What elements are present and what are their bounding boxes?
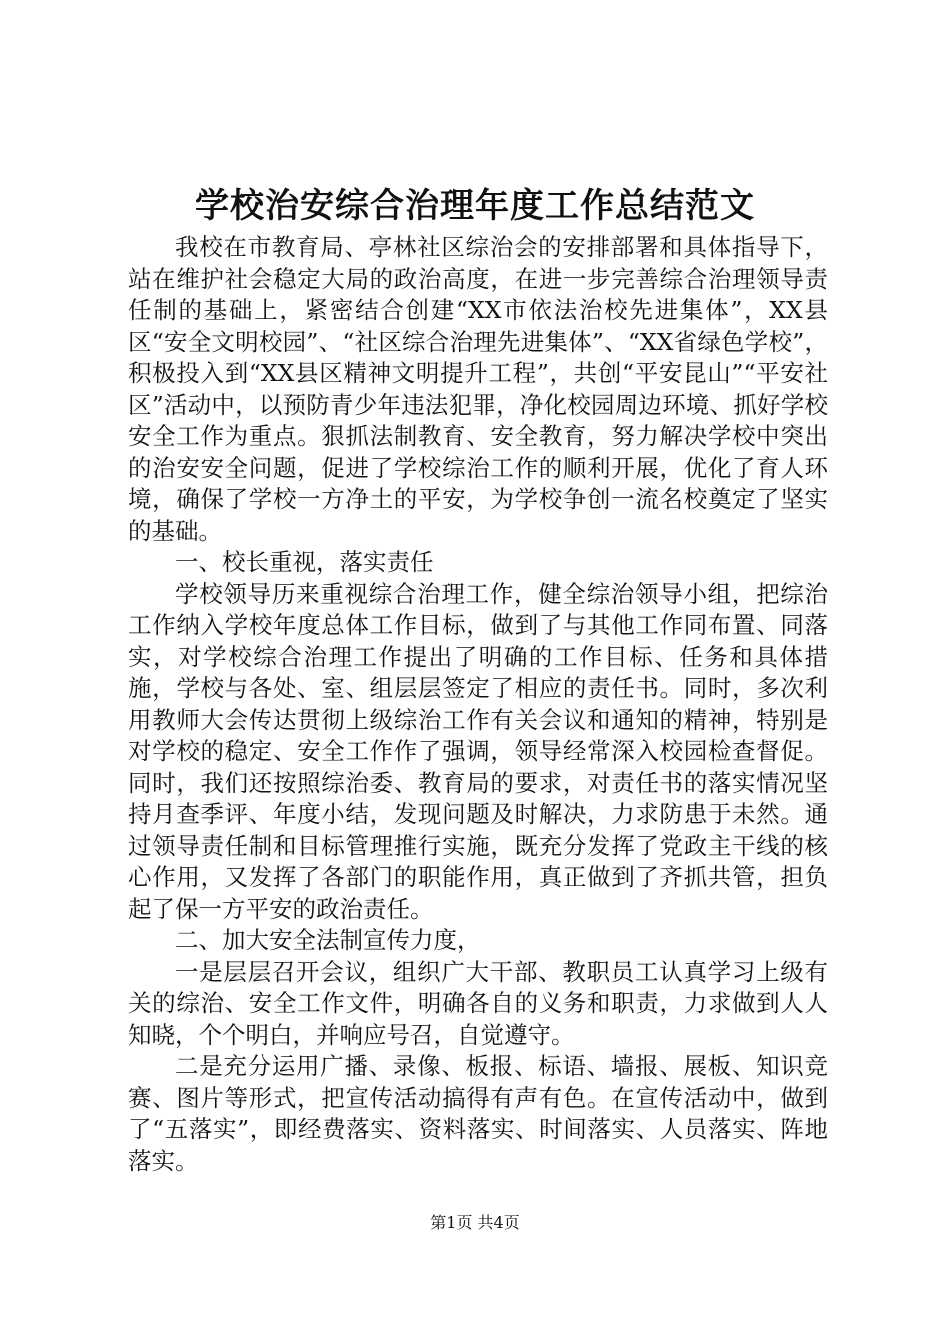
page-number-footer: 第1页 共4页	[430, 1213, 520, 1232]
document-body	[128, 232, 828, 1177]
document-title: 学校治安综合治理年度工作总结范文	[195, 186, 755, 226]
section-2-paragraph-1: 一是层层召开会议，组织广大干部、教职员工认真学习上级有关的综治、安全工作文件，明确各自的义务和职责，力求做到人人知晓，个个明白，并响应号召，自觉遵守。	[128, 957, 828, 1049]
section-heading-2: 二、加大安全法制宣传力度，	[175, 926, 481, 954]
intro-paragraph: 我校在市教育局、亭林社区综治会的安排部署和具体指导下，站在维护社会稳定大局的政治高度，在进一步完善综合治理领导责任制的基础上，紧密结合创建“XX市依法治校先进集体”，XX县区“安全文明校园”、“社区综合治理先进集体”、“XX省绿色学校”，积极投入到“XX县区精神文明提升工程”，共创“平安昆山”“平安社区”活动中，以预防青少年违法犯罪，净化校园周边环境、抓好学校安全工作为重点。狠抓法制教育、安全教育，努力解决学校中突出的治安安全问题，促进了学校综治工作的顺利开展，优化了育人环境，确保了学校一方净土的平安，为学校争创一流名校奠定了坚实的基础。	[128, 233, 828, 545]
section-2-paragraph-2: 二是充分运用广播、录像、板报、标语、墙报、展板、知识竞赛、图片等形式，把宣传活动搞得有声有色。在宣传活动中，做到了“五落实”，即经费落实、资料落实、时间落实、人员落实、阵地落实。	[128, 1052, 828, 1175]
section-1-paragraph: 学校领导历来重视综合治理工作，健全综治领导小组，把综治工作纳入学校年度总体工作目标，做到了与其他工作同布置、同落实，对学校综合治理工作提出了明确的工作目标、任务和具体措施，学校与各处、室、组层层签定了相应的责任书。同时，多次利用教师大会传达贯彻上级综治工作有关会议和通知的精神，特别是对学校的稳定、安全工作作了强调，领导经常深入校园检查督促。同时，我们还按照综治委、教育局的要求，对责任书的落实情况坚持月查季评、年度小结，发现问题及时解决，力求防患于未然。通过领导责任制和目标管理推行实施，既充分发挥了党政主干线的核心作用，又发挥了各部门的职能作用，真正做到了齐抓共管，担负起了保一方平安的政治责任。	[128, 579, 828, 923]
section-heading-1: 一、校长重视，落实责任	[175, 548, 434, 576]
